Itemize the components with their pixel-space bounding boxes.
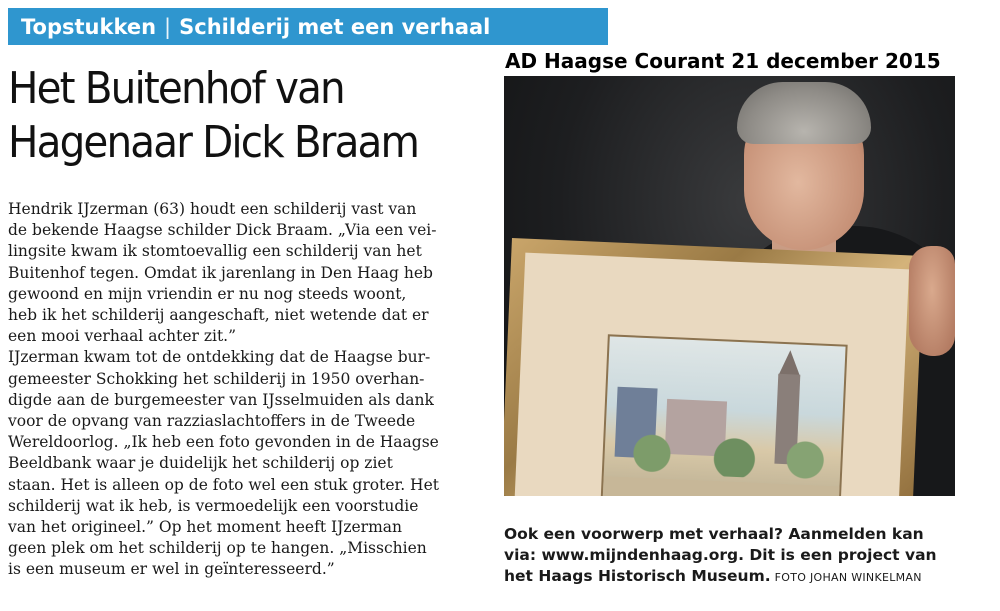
article-photo bbox=[504, 76, 955, 496]
painting-mat bbox=[515, 253, 909, 496]
body-line: een mooi verhaal achter zit.” bbox=[8, 327, 237, 346]
body-line: Hendrik IJzerman (63) houdt een schilderij vast van bbox=[8, 200, 417, 218]
caption-line-1: Ook een voorwerp met verhaal? Aanmelden kan bbox=[504, 525, 924, 543]
body-line: staan. Het is alleen op de foto wel een stuk groter. Het bbox=[8, 475, 439, 494]
body-line: is een museum er wel in geïnteresseerd.” bbox=[8, 560, 335, 579]
banner-separator: | bbox=[164, 14, 172, 39]
painting-frame bbox=[504, 238, 924, 496]
man-hand bbox=[909, 246, 955, 356]
body-line: gewoond en mijn vriendin er nu nog steeds woont, bbox=[8, 284, 407, 303]
section-label: Topstukken bbox=[21, 14, 157, 39]
photo-credit: FOTO JOHAN WINKELMAN bbox=[774, 571, 922, 584]
body-line: schilderij wat ik heb, is vermoedelijk een voorstudie bbox=[8, 496, 419, 515]
photo-caption bbox=[504, 524, 974, 588]
buitenhof-painting bbox=[600, 334, 847, 496]
body-line: heb ik het schilderij aangeschaft, niet wetende dat er bbox=[8, 306, 429, 325]
section-banner bbox=[8, 8, 608, 45]
body-line: van het origineel.” Op het moment heeft IJzerman bbox=[8, 518, 402, 537]
body-line: gemeester Schokking het schilderij in 1950 overhan- bbox=[8, 369, 425, 388]
article-body bbox=[8, 199, 498, 581]
body-line: voor de opvang van razziaslachtoffers in de Tweede bbox=[8, 412, 416, 431]
body-line: de bekende Haagse schilder Dick Braam. „Via een vei- bbox=[8, 221, 437, 240]
subsection-label: Schilderij met een verhaal bbox=[179, 14, 491, 39]
source-label: AD Haagse Courant 21 december 2015 bbox=[505, 49, 941, 73]
body-line: digde aan de burgemeester van IJsselmuiden als dank bbox=[8, 390, 434, 409]
body-line: IJzerman kwam tot de ontdekking dat de Haagse bur- bbox=[8, 348, 431, 367]
headline-line-1: Het Buitenhof van bbox=[8, 63, 344, 114]
body-line: Beeldbank waar je duidelijk het schilderij op ziet bbox=[8, 454, 393, 473]
body-line: Wereldoorlog. „Ik heb een foto gevonden in de Haagse bbox=[8, 433, 439, 452]
headline-line-2: Hagenaar Dick Braam bbox=[8, 117, 419, 168]
body-line: geen plek om het schilderij op te hangen. „Misschien bbox=[8, 539, 427, 558]
painting-trees bbox=[604, 431, 842, 481]
man-hair bbox=[737, 82, 871, 144]
body-line: lingsite kwam ik stomtoevallig een schilderij van het bbox=[8, 242, 422, 261]
caption-line-2: via: www.mijndenhaag.org. Dit is een project van bbox=[504, 546, 937, 564]
headline bbox=[8, 62, 450, 170]
caption-line-3 bbox=[504, 566, 974, 588]
painting-spire bbox=[778, 350, 801, 377]
body-line: Buitenhof tegen. Omdat ik jarenlang in Den Haag heb bbox=[8, 263, 433, 282]
caption-line-3-text: het Haags Historisch Museum. bbox=[504, 567, 771, 585]
